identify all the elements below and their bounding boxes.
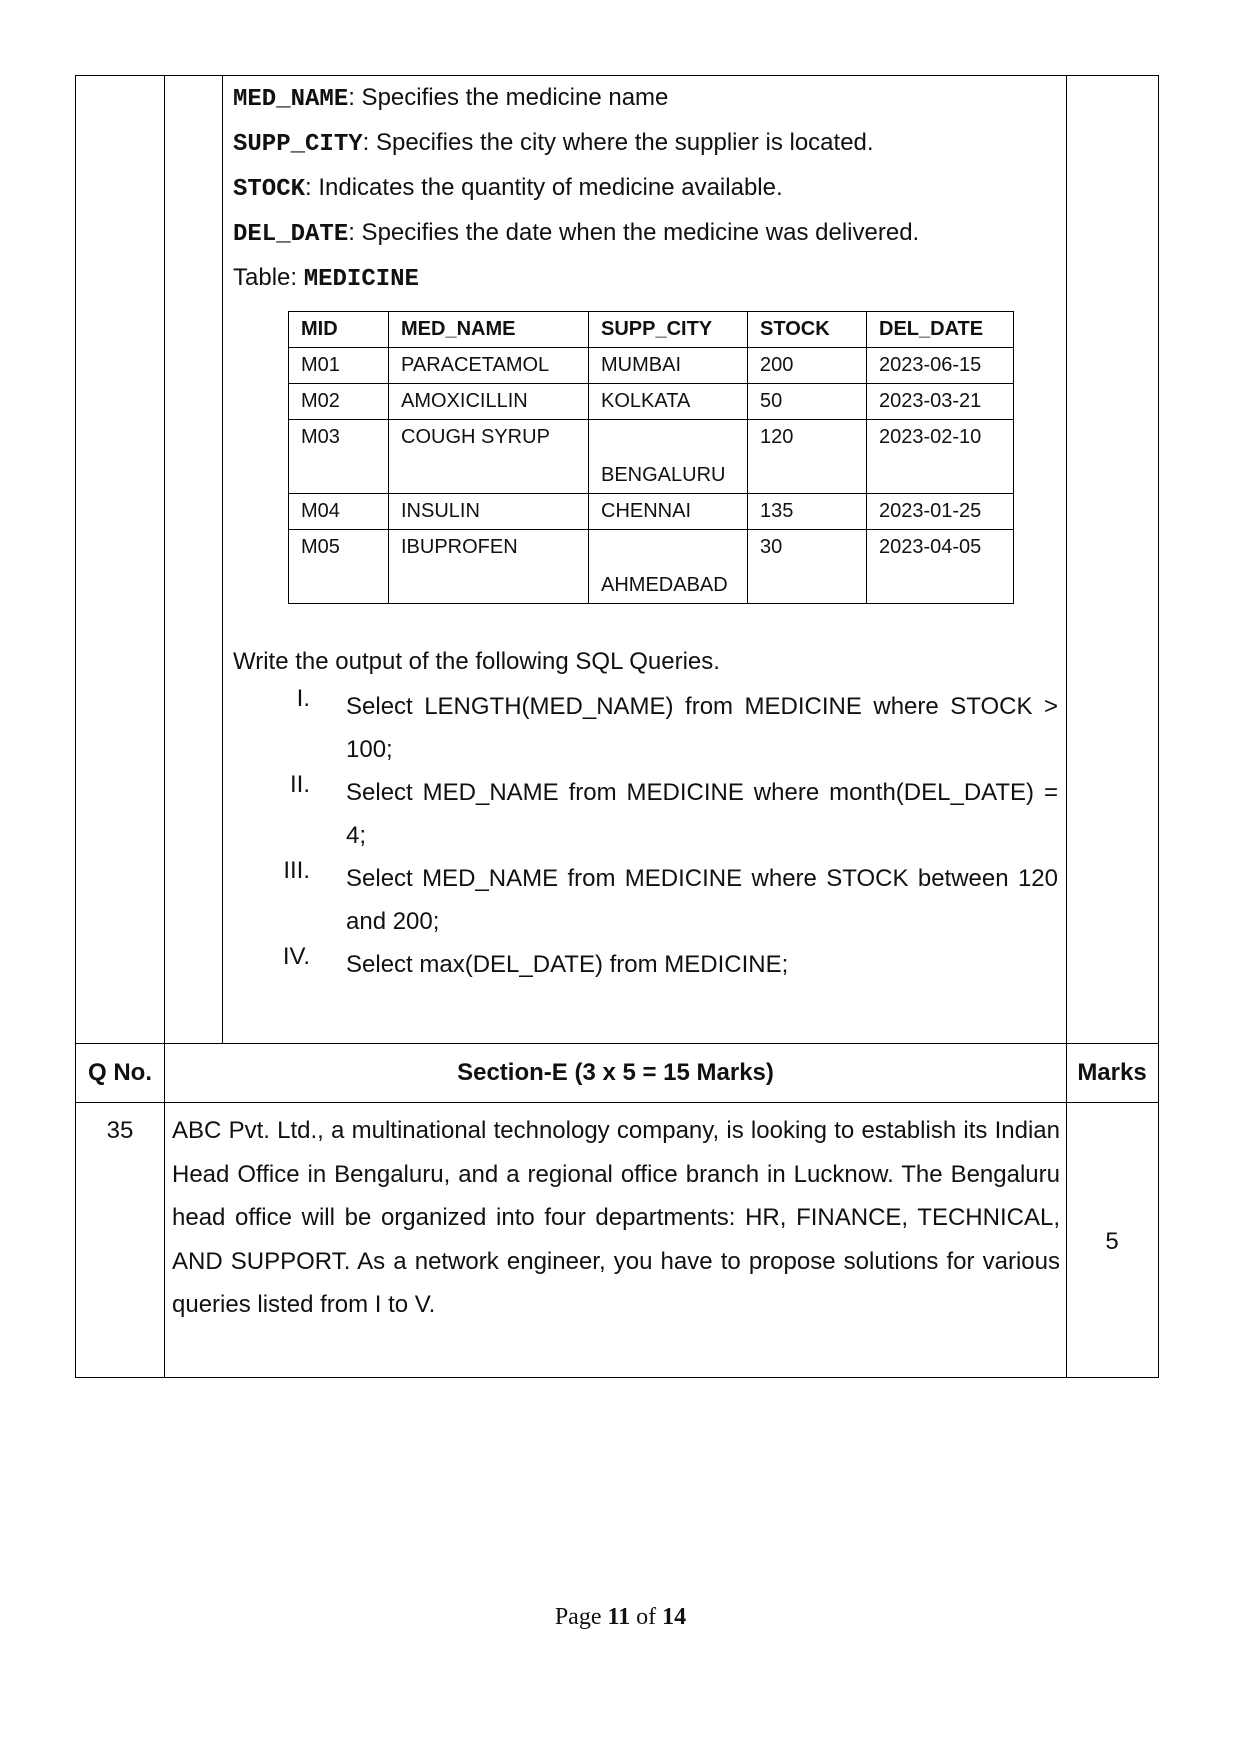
- definition-med-name: [233, 84, 668, 113]
- table-cell: PARACETAMOL: [389, 348, 589, 384]
- definition-del-date: [233, 219, 919, 248]
- query-text: Select MED_NAME from MEDICINE where STOCK between 120 and 200;: [346, 865, 1058, 935]
- table-cell: COUGH SYRUP: [389, 420, 589, 494]
- sub-column-border: [222, 75, 223, 1043]
- question-marks: 5: [1105, 1228, 1119, 1255]
- query-number: II.: [289, 771, 310, 798]
- frame-left-border: [75, 75, 76, 1378]
- definition-term: MED_NAME: [233, 86, 349, 113]
- query-number: I.: [296, 685, 310, 712]
- table-cell: AHMEDABAD: [589, 530, 748, 604]
- frame-right-border: [1158, 75, 1159, 1378]
- table-header-cell: SUPP_CITY: [589, 312, 748, 348]
- table-header-cell: STOCK: [748, 312, 867, 348]
- table-cell: 135: [748, 494, 867, 530]
- table-header-cell: MED_NAME: [389, 312, 589, 348]
- table-cell: INSULIN: [389, 494, 589, 530]
- table-cell: MUMBAI: [589, 348, 748, 384]
- table-row: [289, 494, 1014, 530]
- table-row: [289, 420, 1014, 494]
- frame-bottom-border: [75, 1377, 1158, 1378]
- table-header-row: [289, 312, 1014, 348]
- table-name: MEDICINE: [303, 266, 419, 293]
- table-cell: 2023-01-25: [867, 494, 1014, 530]
- medicine-table: [288, 311, 1014, 604]
- table-header-cell: DEL_DATE: [867, 312, 1014, 348]
- frame-top-border: [75, 75, 1158, 76]
- marks-column-border: [1066, 75, 1067, 1378]
- current-page: 11: [607, 1604, 631, 1630]
- table-label: Table:: [233, 264, 304, 291]
- table-row: [289, 384, 1014, 420]
- table-row: [289, 530, 1014, 604]
- table-cell: M02: [289, 384, 389, 420]
- footer-mid: of: [630, 1604, 663, 1630]
- question-number: 35: [106, 1117, 134, 1144]
- table-cell: M05: [289, 530, 389, 604]
- table-cell: M03: [289, 420, 389, 494]
- table-cell: 200: [748, 348, 867, 384]
- qno-column-border: [164, 75, 165, 1378]
- table-cell: M01: [289, 348, 389, 384]
- table-cell: AMOXICILLIN: [389, 384, 589, 420]
- definition-term: STOCK: [233, 176, 306, 203]
- table-cell: M04: [289, 494, 389, 530]
- table-caption: [233, 264, 419, 293]
- question-text: ABC Pvt. Ltd., a multinational technology company, is looking to establish its Indian Head Office in Bengaluru, and a regional office branch in Lucknow. The Bengaluru head office will be organized into four departments: HR, FINANCE, TECHNICAL, AND SUPPORT. As a network engineer, you have to propose solutions for various queries listed from I to V.: [172, 1117, 1060, 1318]
- query-text: Select max(DEL_DATE) from MEDICINE;: [346, 951, 789, 978]
- total-pages: 14: [662, 1604, 687, 1630]
- query-text: Select LENGTH(MED_NAME) from MEDICINE where STOCK > 100;: [346, 693, 1058, 763]
- footer-prefix: Page: [554, 1604, 608, 1630]
- table-cell: BENGALURU: [589, 420, 748, 494]
- table-cell: KOLKATA: [589, 384, 748, 420]
- table-cell: 2023-02-10: [867, 420, 1014, 494]
- header-marks: Marks: [1077, 1059, 1147, 1086]
- table-row: [289, 348, 1014, 384]
- section-header-bottom-border: [75, 1102, 1158, 1103]
- query-number: III.: [283, 857, 310, 884]
- table-cell: 2023-04-05: [867, 530, 1014, 604]
- section-title: Section-E (3 x 5 = 15 Marks): [457, 1059, 774, 1086]
- definition-stock: [233, 174, 783, 203]
- instruction-text: Write the output of the following SQL Queries.: [233, 648, 720, 675]
- definition-supp-city: [233, 129, 874, 158]
- query-text: Select MED_NAME from MEDICINE where month(DEL_DATE) = 4;: [346, 779, 1058, 849]
- table-cell: 50: [748, 384, 867, 420]
- definition-desc: : Specifies the city where the supplier is located.: [362, 129, 874, 156]
- definition-term: DEL_DATE: [233, 221, 349, 248]
- query-number: IV.: [282, 943, 310, 970]
- table-cell: 30: [748, 530, 867, 604]
- table-cell: 120: [748, 420, 867, 494]
- section-header-top-border: [75, 1043, 1158, 1044]
- table-header-cell: MID: [289, 312, 389, 348]
- definition-desc: : Indicates the quantity of medicine available.: [305, 174, 783, 201]
- table-cell: CHENNAI: [589, 494, 748, 530]
- definition-term: SUPP_CITY: [233, 131, 363, 158]
- page-footer: [0, 1604, 1241, 1631]
- header-qno: Q No.: [88, 1059, 152, 1086]
- table-cell: 2023-06-15: [867, 348, 1014, 384]
- table-cell: 2023-03-21: [867, 384, 1014, 420]
- table-cell: IBUPROFEN: [389, 530, 589, 604]
- definition-desc: : Specifies the date when the medicine was delivered.: [348, 219, 920, 246]
- definition-desc: : Specifies the medicine name: [348, 84, 669, 111]
